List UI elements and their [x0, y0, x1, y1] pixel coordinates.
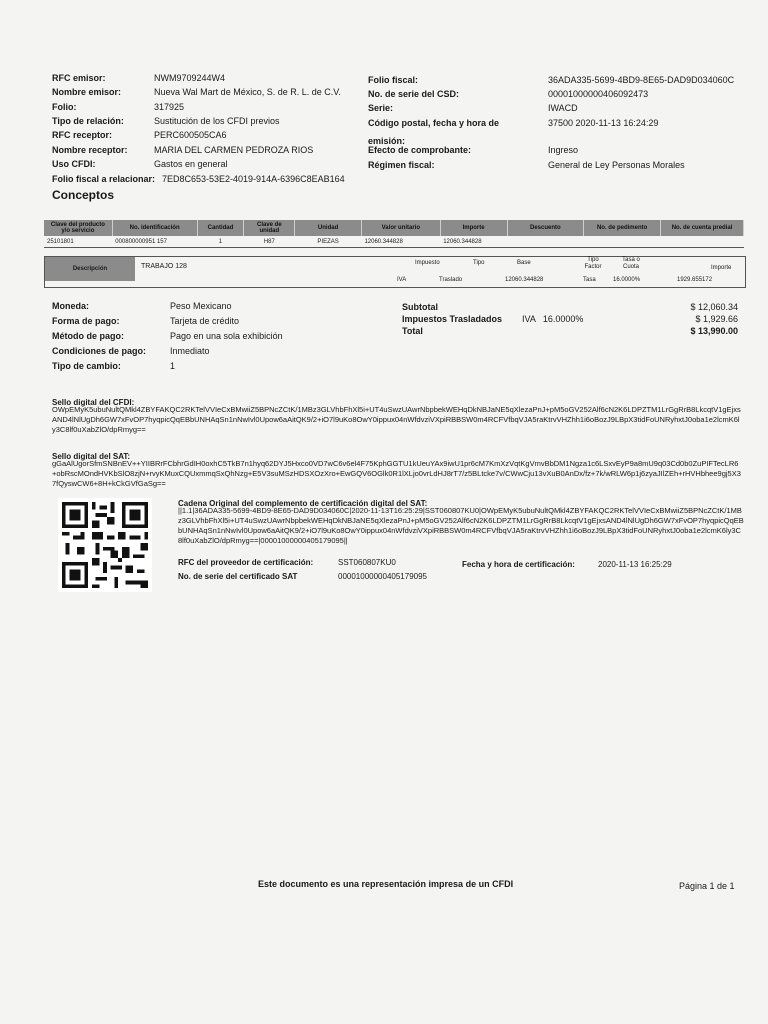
impuestos-label: Impuestos Trasladados [402, 314, 503, 324]
folio-fiscal-value: 36ADA335-5699-4BD9-8E65-DAD9D034060C [548, 75, 735, 85]
sello-cfdi-label: Sello digital del CFDI: [52, 398, 135, 407]
cadena-value: ||1.1|36ADA335-5699-4BD9-8E65-DAD9D034060C|2020-11-13T16:25:29|SST060807KU0|OWpEMyK5ubuNultQMkl4ZBYFAKQC2RKTelVVIeCxBMwiiZ5BPNcZCtK/1MBz3GLVhbFhXl5i+UT4uSwzUAwrNbpbekWEHqDkNBJaNE5qXlezaPnJ+pM5oGV252Alf6cN2K6LDPZTM1LrGgRrB8LkcqtV1gEjxsAND4lNlUgDh6GW7xFvOP7hyqpicQqEBbUNHAqSn1nNwIvl0Upow6aAitQK9/2+iO7l9uKo8OwY0ippux04nWfdvziVXpiRBBSW0m4RCFVfbqVJA5raKtrvVHZhh1i6oBozJ9LBpX3tidFoUNRyhxtJ0oba1e2lcmK6ly3C8lf0uXabZlO/dpRmyg==|00001000000405179095|| [178, 506, 744, 545]
rfc-receptor-value: PERC600505CA6 [154, 130, 227, 140]
uso-cfdi-value: Gastos en general [154, 159, 228, 169]
rfc-emisor-value: NWM9709244W4 [154, 73, 226, 83]
serie-value: IWACD [548, 103, 578, 113]
rfc-proveedor-label: RFC del proveedor de certificación: [178, 558, 314, 567]
concepts-table [44, 220, 744, 248]
tax-header-tasa: Tasa o Cuota [622, 257, 640, 270]
rfc-proveedor-value: SST060807KU0 [338, 558, 396, 567]
regimen-label: Régimen fiscal: [368, 160, 435, 170]
description-box [44, 256, 746, 288]
cell-descuento [507, 236, 584, 248]
condiciones-label: Condiciones de pago: [52, 346, 147, 356]
cell-clave: 25101801 [44, 236, 112, 248]
tipo-relacion-value: Sustitución de los CFDI previos [154, 116, 280, 126]
th-importe: Importe [440, 220, 507, 236]
tax-header-impuesto: Impuesto [415, 260, 440, 266]
th-cuenta-predial: No. de cuenta predial [661, 220, 744, 236]
cell-cantidad: 1 [197, 236, 244, 248]
folio-label: Folio: [52, 102, 77, 112]
tax-tasa: 16.0000% [613, 277, 641, 283]
footer-text: Este documento es una representación impresa de un CFDI [258, 879, 514, 889]
tax-header-tipo: Tipo [473, 260, 485, 266]
subtotal-label: Subtotal [402, 302, 438, 312]
tax-tipo: Traslado [439, 277, 463, 283]
folio-value: 317925 [154, 102, 185, 112]
sello-cfdi-value: OWpEMyK5ubuNultQMkl4ZBYFAKQC2RKTelVVIeCxBMwiiZ5BPNcZCtK/1MBz3GLVhbFhXl5i+UT4uSwzUAwrNbpbekWEHqDkNBJaNE5qXlezaPnJ+pM5oGV252Alf6cN2K6LDPZTM1LrGgRrB8LkcqtV1gEjxsAND4lNlUgDh6GW7xFvOP7hyqpicQqEBbUNHAqSn1nNwIvl0Upow6aAitQK9/2+iO7l9uKo8OwY0ippux04nWfdvziVXpiRBBSW0m4RCFVfbqVJA5raKtrvVHZhh1i6oBozJ9LBpX3tidFoUNRyhxtJ0oba1e2lcmK6ly3C8lf0uXabZlO/dpRmyg== [52, 405, 741, 434]
codigo-postal-value: 37500 2020-11-13 16:24:29 [548, 118, 659, 128]
tipo-cambio-label: Tipo de cambio: [52, 361, 121, 371]
nombre-emisor-value: Nueva Wal Mart de México, S. de R. L. de C.V. [154, 87, 341, 97]
th-clave-unidad: Clave de unidad [244, 220, 295, 236]
qr-code-icon [58, 498, 152, 592]
tax-header-tipo-factor: Tipo Factor [584, 257, 602, 270]
nombre-receptor-value: MARIA DEL CARMEN PEDROZA RIOS [154, 145, 314, 155]
tax-header-importe: Importe [711, 265, 732, 271]
th-unidad: Unidad [295, 220, 362, 236]
th-valor-unitario: Valor unitario [361, 220, 440, 236]
rfc-emisor-label: RFC emisor: [52, 73, 106, 83]
nombre-receptor-label: Nombre receptor: [52, 145, 128, 155]
efecto-value: Ingreso [548, 145, 579, 155]
cell-valor-unitario: 12060.344828 [361, 236, 440, 248]
tax-tipo-factor: Tasa [583, 277, 596, 283]
fecha-cert-label: Fecha y hora de certificación: [462, 560, 575, 569]
nombre-emisor-label: Nombre emisor: [52, 87, 122, 97]
serie-label: Serie: [368, 103, 394, 113]
description-value: TRABAJO 128 [141, 263, 187, 270]
metodo-pago-label: Método de pago: [52, 331, 124, 341]
th-cantidad: Cantidad [197, 220, 244, 236]
cadena-label: Cadena Original del complemento de certificación digital del SAT: [178, 499, 428, 508]
tax-importe: 1929.655172 [677, 277, 713, 283]
uso-cfdi-label: Uso CFDI: [52, 159, 96, 169]
tax-header-base: Base [517, 260, 531, 266]
efecto-label: Efecto de comprobante: [368, 145, 472, 155]
cell-clave-unidad: H87 [244, 236, 295, 248]
regimen-value: General de Ley Personas Morales [548, 160, 685, 170]
conceptos-title: Conceptos [52, 188, 115, 202]
tipo-cambio-value: 1 [170, 361, 176, 371]
forma-pago-label: Forma de pago: [52, 316, 120, 326]
serie-csd-label: No. de serie del CSD: [368, 89, 460, 99]
cell-pedimento [584, 236, 661, 248]
forma-pago-value: Tarjeta de crédito [170, 316, 240, 326]
th-identificacion: No. identificación [112, 220, 197, 236]
impuestos-desc: IVA 16.0000% [522, 314, 584, 324]
serie-csd-value: 00001000000406092473 [548, 89, 649, 99]
impuestos-value: $ 1,929.66 [695, 314, 738, 324]
metodo-pago-value: Pago en una sola exhibición [170, 331, 283, 341]
total-label: Total [402, 326, 423, 336]
th-pedimento: No. de pedimento [584, 220, 661, 236]
subtotal-value: $ 12,060.34 [690, 302, 738, 312]
th-clave: Clave del producto y/o servicio [44, 220, 112, 236]
th-descuento: Descuento [507, 220, 584, 236]
fecha-cert-value: 2020-11-13 16:25:29 [598, 560, 672, 569]
cell-importe: 12060.344828 [440, 236, 507, 248]
folio-relacionar-label: Folio fiscal a relacionar: [52, 174, 156, 184]
folio-fiscal-label: Folio fiscal: [368, 75, 419, 85]
tax-base: 12060.344828 [505, 277, 544, 283]
cell-unidad: PIEZAS [295, 236, 362, 248]
condiciones-value: Inmediato [170, 346, 210, 356]
cell-cuenta-predial [661, 236, 744, 248]
codigo-postal-label: Código postal, fecha y hora de emisión: [368, 118, 500, 146]
folio-relacionar-value: 7ED8C653-53E2-4019-914A-6396C8EAB164 [162, 174, 345, 184]
moneda-value: Peso Mexicano [170, 301, 232, 311]
serie-sat-label: No. de serie del certificado SAT [178, 572, 298, 581]
description-label: Descripción [45, 257, 135, 281]
serie-sat-value: 00001000000405179095 [338, 572, 427, 581]
tax-impuesto: IVA [397, 277, 407, 283]
total-value: $ 13,990.00 [690, 326, 738, 336]
tipo-relacion-label: Tipo de relación: [52, 116, 124, 126]
page-number: Página 1 de 1 [679, 881, 735, 891]
sello-sat-label: Sello digital del SAT: [52, 452, 131, 461]
moneda-label: Moneda: [52, 301, 89, 311]
sello-sat-value: gGaAlUgorSfmSNBnEV++YIIBRrFCbhrGdIH0oxhC5TkB7n1hyq62DYJ5Hxco0VD7wC6v6el4F75KphGGTU1kUeuYAx9iwU1pr6cM7KmXzVqtKgVmvBbDM1Ngza1c6LSxvEyP9a8mU9q03Cd0b0ZuPIFTecLR6+obRscMOndHVKbSlO8zjN+rvyKMuxCQUxmmqSxQhNzg+E5V3suMSzHDSXOzXro+EwGQV6OGlk0R1lXLjo0vrLdHJ8rT7/z5BLtcke7v/CWwCju13vXuB0AnDx/fz+7k/wRLW6p1j6zyaJIlZEh+rHVHbhee9gj5X37fQyswCW6+8H+kCkGVfGaSg== [52, 459, 741, 488]
cell-identificacion: 000800000951 157 [112, 236, 197, 248]
table-row [44, 236, 744, 248]
rfc-receptor-label: RFC receptor: [52, 130, 113, 140]
